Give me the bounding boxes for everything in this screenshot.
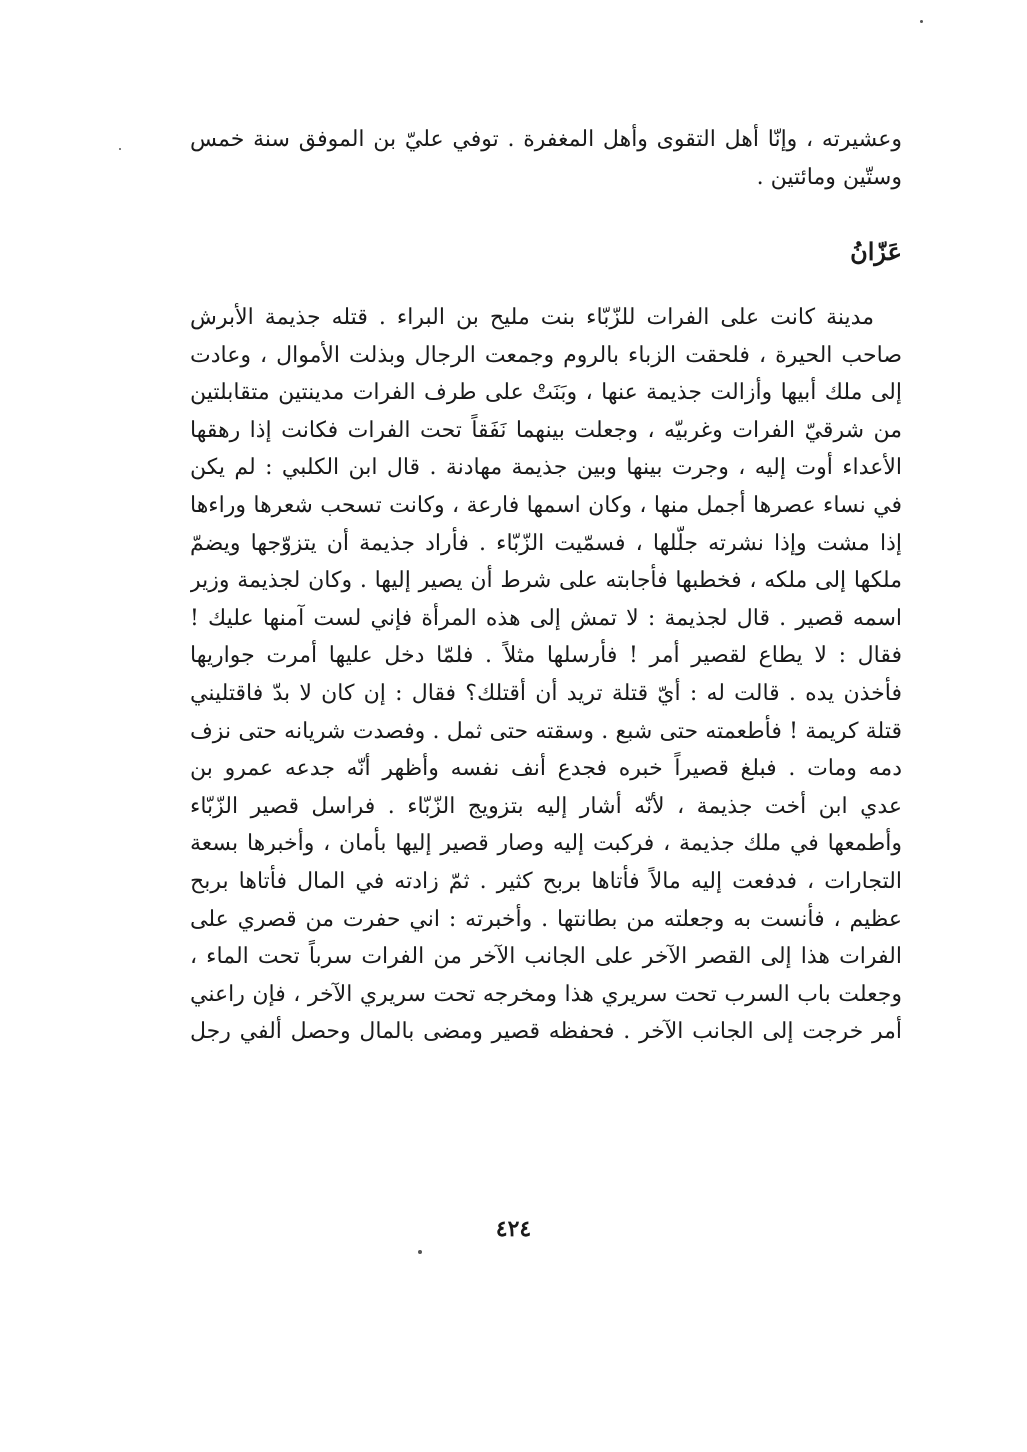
text-line: فقال : لا يطاع لقصير أمر ! فأرسلها مثلاً . فلمّا دخل عليها أمرت جواريها <box>190 643 902 669</box>
text-line: فأخذن يده . قالت له : أيّ قتلة تريد أن أقتلك؟ فقال : إن كان لا بدّ فاقتليني <box>190 680 902 706</box>
text-line: من شرقيّ الفرات وغربيّه ، وجعلت بينهما نَفَقاً تحت الفرات فكانت إذا رهقها <box>190 417 902 443</box>
text-line: صاحب الحيرة ، فلحقت الزباء بالروم وجمعت الرجال وبذلت الأموال ، وعادت <box>190 342 902 368</box>
text-line: أمر خرجت إلى الجانب الآخر . فحفظه قصير ومضى بالمال وحصل ألفي رجل <box>190 1019 902 1045</box>
text-line: دمه ومات . فبلغ قصيراً خبره فجدع أنف نفسه وأظهر أنّه جدعه عمرو بن <box>190 756 902 782</box>
text-line: عظيم ، فأنست به وجعلته من بطانتها . وأخبرته : اني حفرت من قصري على <box>190 906 902 932</box>
text-line: الأعداء أوت إليه ، وجرت بينها وبين جذيمة مهادنة . قال ابن الكلبي : لم يكن <box>190 455 902 481</box>
text-line: التجارات ، فدفعت إليه مالاً فأتاها بربح كثير . ثمّ زادته في المال فأتاها بربح <box>190 868 902 894</box>
text-line: وستّين ومائتين . <box>756 164 902 190</box>
text-line: الفرات هذا إلى القصر الآخر على الجانب الآخر من الفرات سرباً تحت الماء ، <box>190 944 902 970</box>
text-line: عدي ابن أخت جذيمة ، لأنّه أشار إليه بتزويج الزّبّاء . فراسل قصير الزّبّاء <box>190 793 902 819</box>
entry-body <box>190 300 902 1052</box>
text-line: ملكها إلى ملكه ، فخطبها فأجابته على شرط أن يصير إليها . وكان لجذيمة وزير <box>190 568 902 594</box>
text-line: اسمه قصير . قال لجذيمة : لا تمش إلى هذه المرأة فإني لست آمنها عليك ! <box>190 605 902 631</box>
page-number: ٤٢٤ <box>495 1216 532 1242</box>
entry-heading: عَزّانُ <box>850 237 902 266</box>
text-line: وجعلت باب السرب تحت سريري هذا ومخرجه تحت سريري الآخر ، فإن راعني <box>190 981 902 1007</box>
text-line: وأطمعها في ملك جذيمة ، فركبت إليه وصار قصير إليها بأمان ، وأخبرها بسعة <box>190 831 902 857</box>
text-line: إلى ملك أبيها وأزالت جذيمة عنها ، وبَنَتْ على طرف الفرات مدينتين متقابلتين <box>190 380 902 406</box>
text-line: إذا مشت وإذا نشرته جلّلها ، فسمّيت الزّبّاء . فأراد جذيمة أن يتزوّجها ويضمّ <box>190 530 902 556</box>
scan-speck <box>119 148 121 150</box>
scan-speck <box>418 1250 422 1254</box>
scan-speck <box>920 20 923 23</box>
previous-entry-ending <box>190 122 902 196</box>
text-line: في نساء عصرها أجمل منها ، وكان اسمها فارعة ، وكانت تسحب شعرها وراءها <box>190 492 902 518</box>
text-line: وعشيرته ، وإنّا أهل التقوى وأهل المغفرة . توفي عليّ بن الموفق سنة خمس <box>190 127 902 152</box>
text-line: مدينة كانت على الفرات للزّبّاء بنت مليح بن البراء . قتله جذيمة الأبرش <box>190 305 874 330</box>
text-line: قتلة كريمة ! فأطعمته حتى شبع . وسقته حتى ثمل . وفصدت شريانه حتى نزف <box>190 718 902 744</box>
